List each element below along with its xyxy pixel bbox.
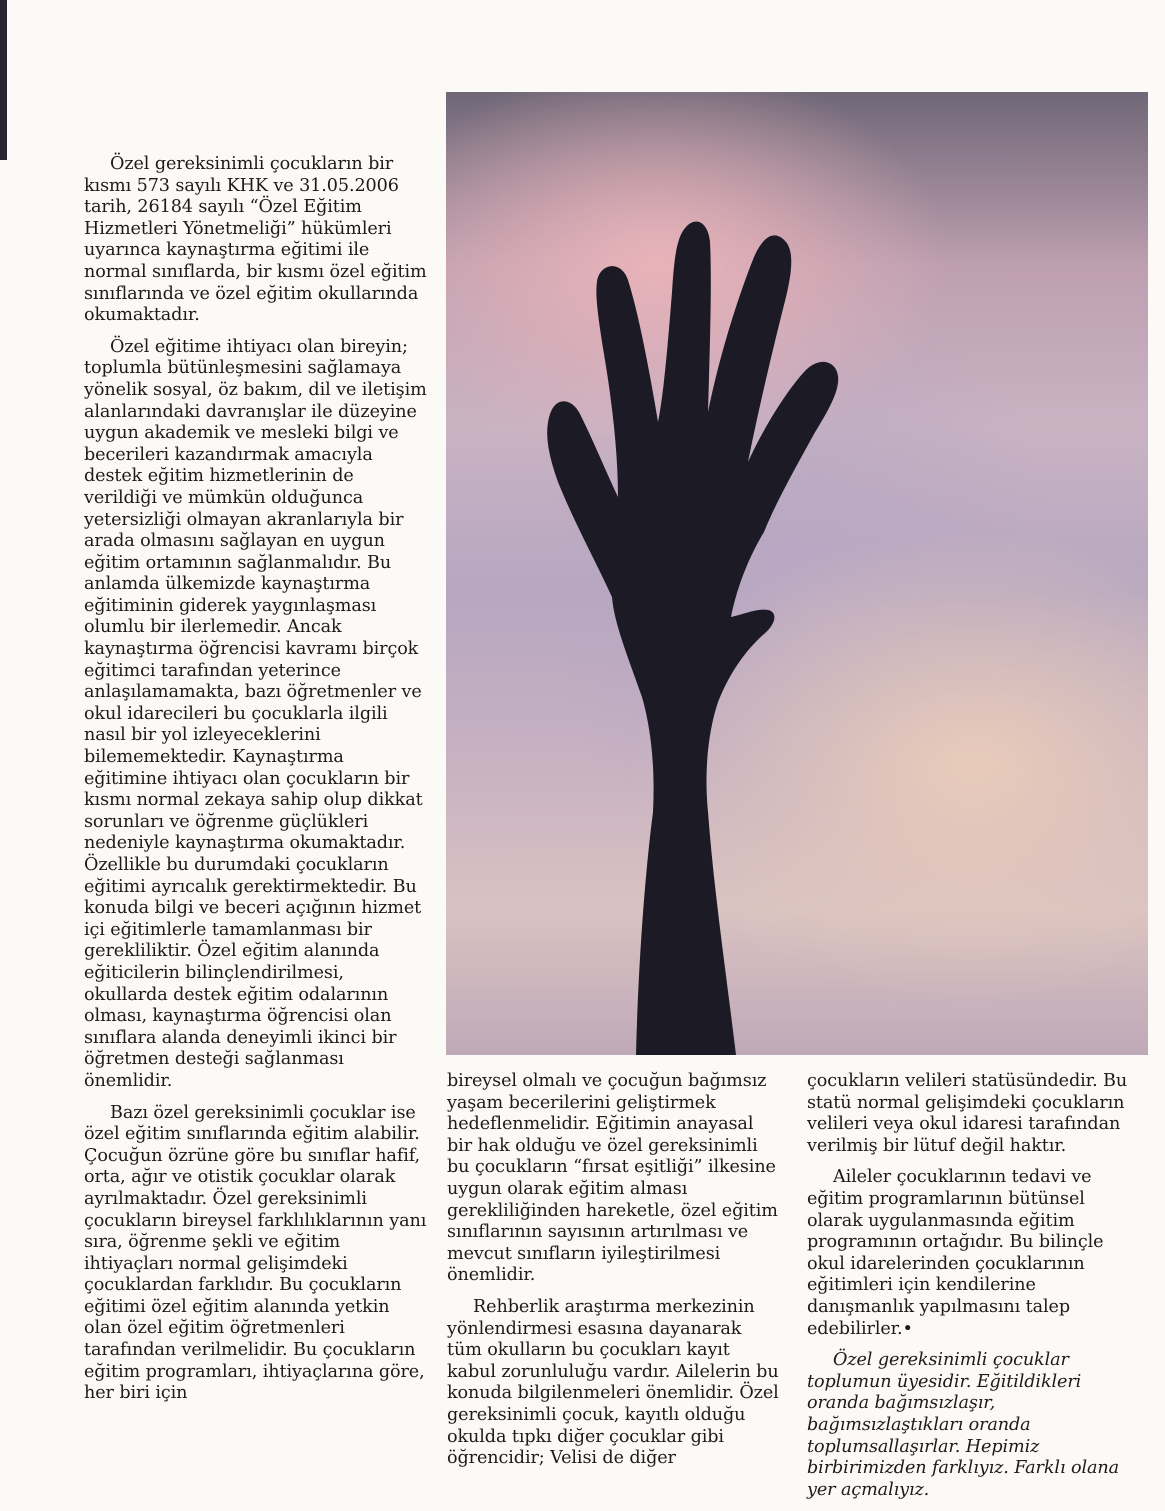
raised-hand-silhouette-icon	[446, 92, 1148, 1055]
paragraph: Bazı özel gereksinimli çocuklar ise özel eğitim sınıflarında eğitim alabilir. Çocuğun özrüne göre bu sınıflar hafif, orta, ağır ve otistik çocuklar olarak ayrılmaktadır. Özel gereksinimli çocukların bireysel farklılıklarının yanı sıra, öğrenme şekli ve eğitim ihtiyaçları normal gelişimdeki çocuklardan farklıdır. Bu çocukların eğitimi özel eğitim alanında yetkin olan özel eğitim öğretmenleri tarafından verilmelidir. Bu çocukların eğitim programları, ihtiyaçlarına göre, her biri için	[84, 1102, 427, 1404]
paragraph: çocukların velileri statüsündedir. Bu statü normal gelişimdeki çocukların velileri veya okul idaresi tarafından verilmiş bir lütuf değil haktır.	[807, 1071, 1128, 1156]
text-column-middle	[447, 1071, 780, 1480]
paragraph: Aileler çocuklarının tedavi ve eğitim programlarının bütünsel olarak uygulanmasında eğitim programının ortağıdır. Bu bilinçle okul idarelerinden çocuklarının eğitimleri için kendilerine danışmanlık yapılmasını talep edebilirler.•	[807, 1167, 1104, 1339]
text-column-right	[807, 1071, 1137, 1511]
paragraph: bireysel olmalı ve çocuğun bağımsız yaşam becerilerini geliştirmek hedeflenmelidir. Eğitimin anayasal bir hak olduğu ve özel gereksinimli bu çocukların “fırsat eşitliği” ilkesine uygun olarak eğitim alması gerekliliğinden hareketle, özel eğitim sınıflarının sayısının artırılması ve mevcut sınıfların iyileştirilmesi önemlidir.	[447, 1071, 778, 1286]
article-photo	[446, 92, 1148, 1055]
closing-quote: Özel gereksinimli çocuklar toplumun üyesidir. Eğitildikleri oranda bağımsızlaşır, bağımsızlaştıkları oranda toplumsallaşırlar. Hepimiz birbirimizden farklıyız. Farklı olana yer açmalıyız.	[807, 1350, 1119, 1500]
paragraph: Özel eğitime ihtiyacı olan bireyin; toplumla bütünleşmesini sağlamaya yönelik sosyal, öz bakım, dil ve iletişim alanlarındaki davranışlar ile düzeyine uygun akademik ve mesleki bilgi ve becerileri kazandırmak amacıyla destek eğitim hizmetlerinin de verildiği ve mümkün olduğunca yetersizliği olmayan akranlarıyla bir arada olmasını sağlayan en uygun eğitim ortamının sağlanmalıdır. Bu anlamda ülkemizde kaynaştırma eğitiminin giderek yaygınlaşması olumlu bir ilerlemedir. Ancak kaynaştırma öğrencisi kavramı birçok eğitimci tarafından yeterince anlaşılamamakta, bazı öğretmenler ve okul idarecileri bu çocuklarla ilgili nasıl bir yol izleyeceklerini bilememektedir. Kaynaştırma eğitimine ihtiyacı olan çocukların bir kısmı normal zekaya sahip olup dikkat sorunları ve öğrenme güçlükleri nedeniyle kaynaştırma okumaktadır. Özellikle bu durumdaki çocukların eğitimi ayrıcalık gerektirmektedir. Bu konuda bilgi ve beceri açığının hizmet içi eğitimlerle tamamlanması bir gerekliliktir. Özel eğitim alanında eğiticilerin bilinçlendirilmesi, okullarda destek eğitim odalarının olması, kaynaştırma öğrencisi olan sınıflara alanda deneyimli ikinci bir öğretmen desteği sağlanması önemlidir.	[84, 336, 427, 1091]
paragraph: Özel gereksinimli çocukların bir kısmı 573 sayılı KHK ve 31.05.2006 tarih, 26184 sayılı “Özel Eğitim Hizmetleri Yönetmeliği” hükümleri uyarınca kaynaştırma eğitimi ile normal sınıflarda, bir kısmı özel eğitim sınıflarında ve özel eğitim okullarında okumaktadır.	[84, 154, 427, 326]
paragraph: Rehberlik araştırma merkezinin yönlendirmesi esasına dayanarak tüm okulların bu çocukları kayıt kabul zorunluluğu vardır. Ailelerin bu konuda bilgilenmeleri önemlidir. Özel gereksinimli çocuk, kayıtlı olduğu okulda tıpkı diğer çocuklar gibi öğrencidir; Velisi de diğer	[447, 1296, 779, 1469]
text-column-left	[84, 154, 430, 1415]
page-edge-bar	[0, 0, 7, 160]
